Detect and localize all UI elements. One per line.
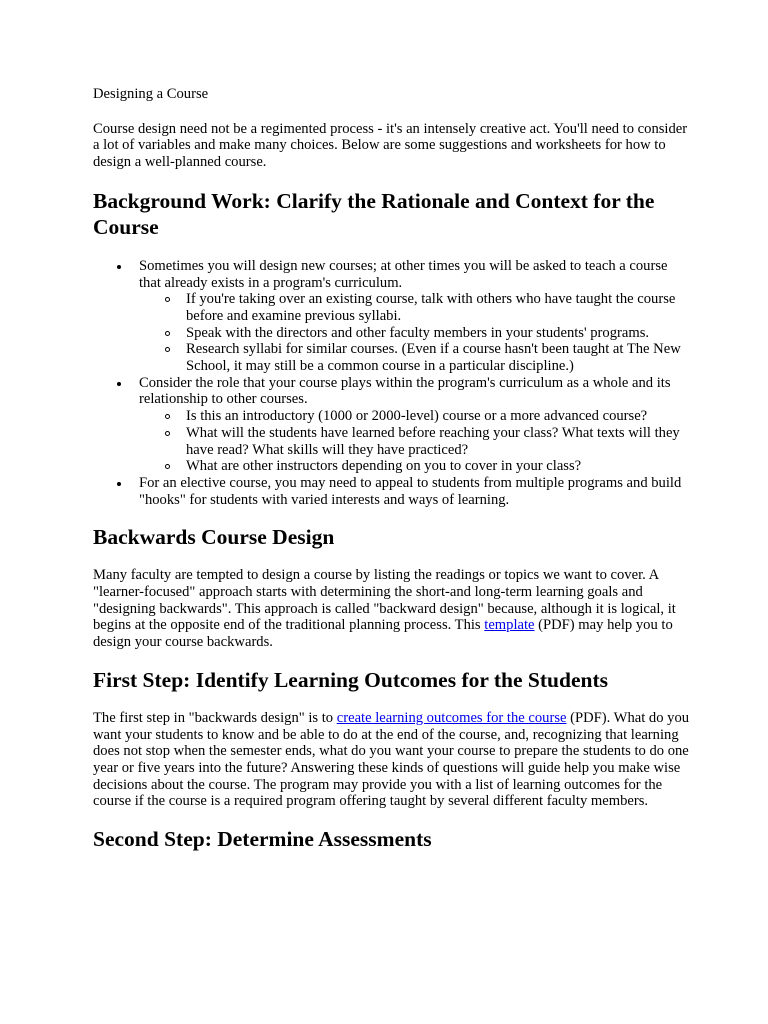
bullet-text: Sometimes you will design new courses; at other times you will be asked to teach a course that already exists in a program's curriculum. [139, 257, 668, 291]
sub-list-item [186, 291, 693, 324]
circle-bullet-icon [165, 414, 170, 419]
sub-list-item [186, 325, 693, 342]
learning-outcomes-link[interactable]: create learning outcomes for the course [336, 709, 567, 726]
intro-paragraph: Course design need not be a regimented process - it's an intensely creative act. You'll need to consider a lot of variables and make many choices. Below are some suggestions and worksheets for how to design a well-planned course. [93, 120, 688, 171]
first-step-paragraph [93, 710, 693, 810]
backwards-paragraph [93, 567, 693, 651]
sub-list-item [186, 341, 693, 374]
background-list [93, 258, 693, 509]
sub-list-item [186, 458, 693, 475]
first-step-text-after: (PDF). What do you want your students to know and be able to do at the end of the course, and, recognizing that learning does not stop when the semester ends, what do you want your course to prepare the students to do one year or five years into the future? Answering these kinds of questions will guide help you make wise decisions about the course. The program may provide you with a list of learning outcomes for the course if the course is a required program offering taught by several different faculty members. [93, 709, 690, 810]
document-page [93, 86, 693, 852]
backwards-text-before: Many faculty are tempted to design a course by listing the readings or topics we want to cover. A "learner-focused" approach starts with determining the short-and long-term learning goals and "designing backwards". This approach is called "backward design" because, although it is logical, it begins at the opposite end of the traditional planning process. This [93, 567, 676, 634]
list-item [139, 375, 693, 475]
sub-item-text: Speak with the directors and other faculty members in your students' programs. [186, 324, 650, 341]
bullet-text: For an elective course, you may need to appeal to students from multiple programs and build "hooks" for students with varied interests and ways of learning. [139, 474, 682, 508]
bullet-text: Consider the role that your course plays within the program's curriculum as a whole and its relationship to other courses. [139, 374, 671, 408]
list-item [139, 258, 693, 375]
circle-bullet-icon [165, 297, 170, 302]
sub-item-text: If you're taking over an existing course, talk with others who have taught the course before and examine previous syllabi. [186, 291, 676, 324]
sub-item-text: What are other instructors depending on you to cover in your class? [186, 458, 582, 475]
first-step-heading: First Step: Identify Learning Outcomes for the Students [93, 667, 608, 692]
circle-bullet-icon [165, 431, 170, 436]
first-step-text-before: The first step in "backwards design" is to [93, 709, 337, 726]
background-heading: Background Work: Clarify the Rationale and Context for the Course [93, 188, 655, 239]
circle-bullet-icon [165, 331, 170, 336]
sub-list-item [186, 425, 693, 458]
sub-list-item [186, 408, 693, 425]
bullet-icon [117, 265, 121, 269]
bullet-icon [117, 382, 121, 386]
second-step-heading: Second Step: Determine Assessments [93, 827, 432, 852]
backwards-text-after: (PDF) may help you to design your course backwards. [93, 617, 673, 651]
list-item [139, 475, 693, 508]
circle-bullet-icon [165, 347, 170, 352]
circle-bullet-icon [165, 464, 170, 469]
sub-item-text: Is this an introductory (1000 or 2000-level) course or a more advanced course? [186, 408, 648, 425]
bullet-icon [117, 482, 121, 486]
sub-item-text: What will the students have learned before reaching your class? What texts will they have read? What skills will they have practiced? [186, 424, 680, 458]
document-title: Designing a Course [93, 86, 209, 102]
template-link[interactable]: template [484, 617, 535, 634]
sub-item-text: Research syllabi for similar courses. (Even if a course hasn't been taught at The New School, it may still be a common course in a particular discipline.) [186, 341, 681, 375]
backwards-heading: Backwards Course Design [93, 525, 335, 550]
